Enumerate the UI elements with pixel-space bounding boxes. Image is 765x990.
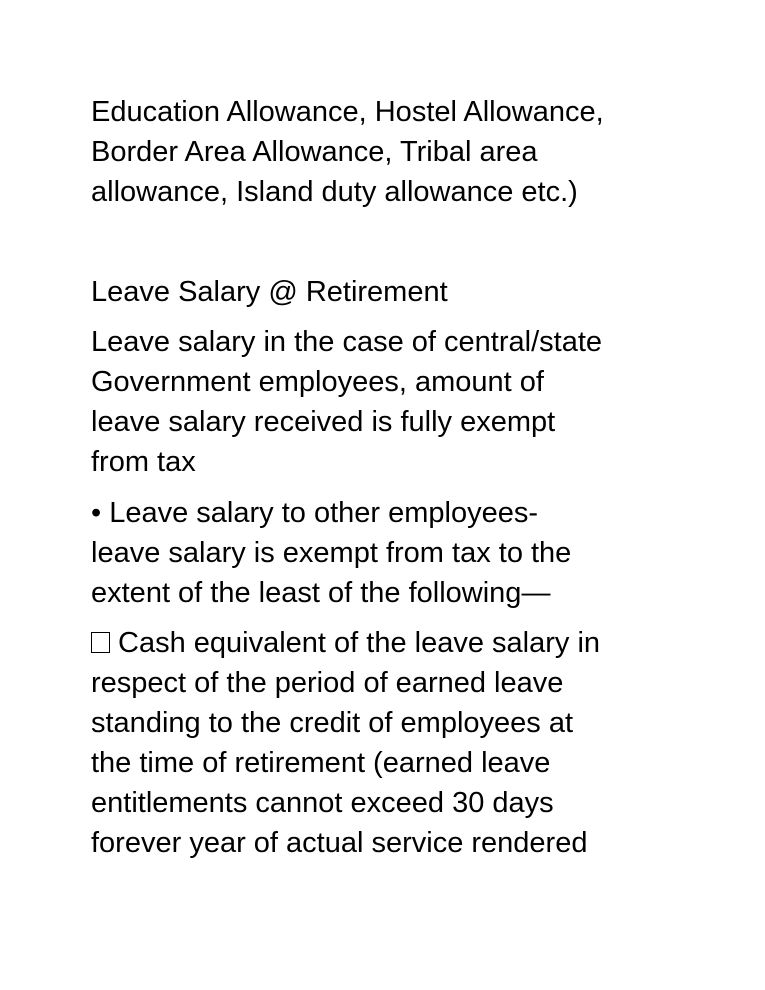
text-line: Border Area Allowance, Tribal area bbox=[91, 136, 538, 168]
text-line: entitlements cannot exceed 30 days bbox=[91, 787, 554, 819]
text-line: extent of the least of the following— bbox=[91, 577, 551, 609]
text-line: Government employees, amount of bbox=[91, 366, 544, 398]
text-line: • Leave salary to other employees- bbox=[91, 497, 538, 529]
paragraph-government-employees bbox=[91, 322, 731, 482]
text-line: forever year of actual service rendered bbox=[91, 827, 588, 859]
missing-glyph-box-icon bbox=[91, 632, 110, 653]
text-line: standing to the credit of employees at bbox=[91, 707, 574, 739]
text-line: Education Allowance, Hostel Allowance, bbox=[91, 96, 604, 128]
text-line: Leave salary in the case of central/state bbox=[91, 326, 603, 358]
text-line-content: Cash equivalent of the leave salary in bbox=[118, 627, 601, 659]
text-line: from tax bbox=[91, 446, 196, 478]
text-line: respect of the period of earned leave bbox=[91, 667, 564, 699]
paragraph-cash-equivalent bbox=[91, 623, 731, 863]
text-line: allowance, Island duty allowance etc.) bbox=[91, 176, 578, 208]
text-line: the time of retirement (earned leave bbox=[91, 747, 551, 779]
paragraph-allowances bbox=[91, 92, 731, 212]
text-line-with-bullet bbox=[91, 623, 731, 663]
text-line: leave salary is exempt from tax to the bbox=[91, 537, 572, 569]
section-heading-leave-salary bbox=[91, 272, 731, 312]
heading-line: Leave Salary @ Retirement bbox=[91, 276, 448, 308]
paragraph-other-employees bbox=[91, 493, 731, 613]
text-line: leave salary received is fully exempt bbox=[91, 406, 556, 438]
